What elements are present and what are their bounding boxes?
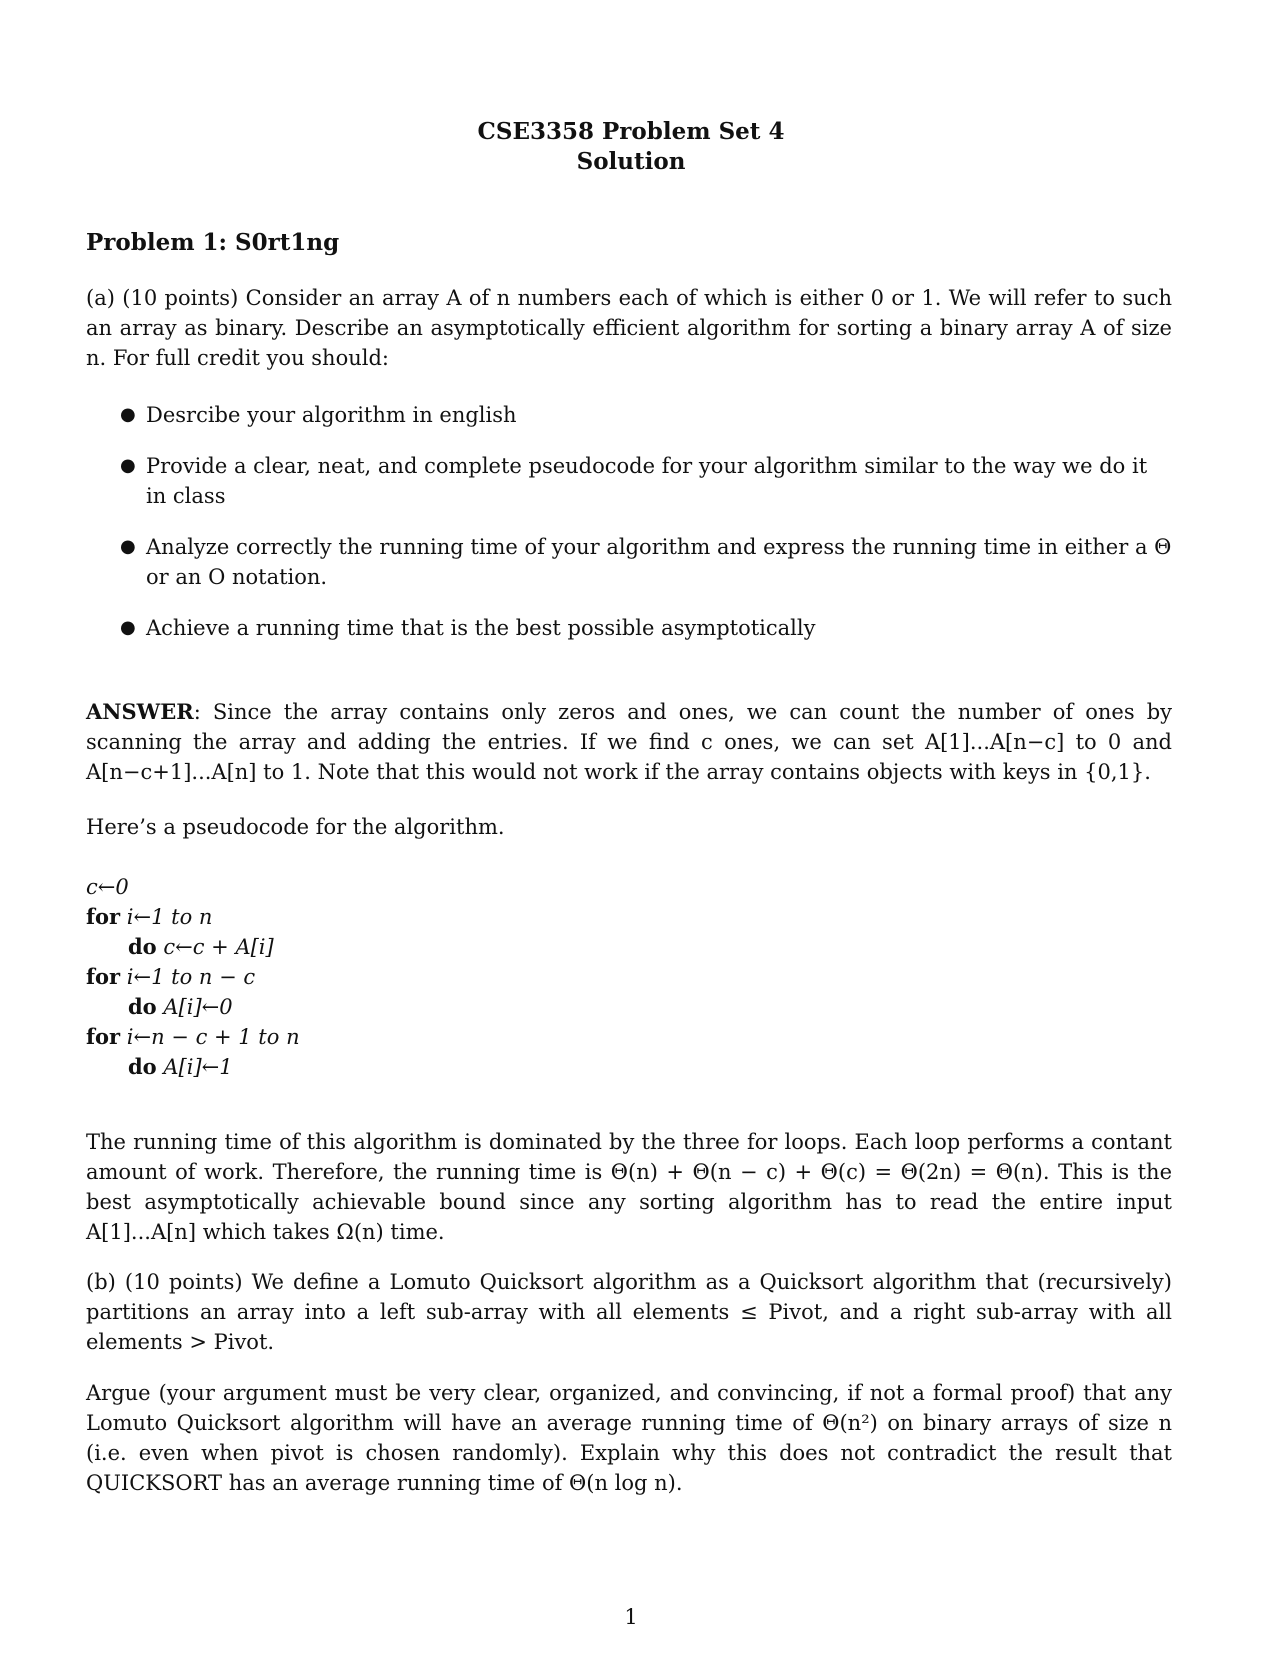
pseudocode-intro: Here’s a pseudocode for the algorithm. xyxy=(86,815,505,839)
part-a-intro: (a) (10 points) Consider an array A of n numbers each of which is either 0 or 1. We will refer to such an array as binary. Describe an asymptotically efficient algorithm for sorting a binary array A of size n. For full credit you should: xyxy=(86,286,1172,370)
list-item: ● Provide a clear, neat, and complete pseudocode for your algorithm similar to the way we do it in class xyxy=(118,451,1174,511)
pseudocode-block xyxy=(86,872,300,1082)
running-time-paragraph: The running time of this algorithm is dominated by the three for loops. Each loop performs a contant amount of work. Therefore, the running time is Θ(n) + Θ(n − c) + Θ(c) = Θ(2n) = Θ(n). This is the best asymptotically achievable bound since any sorting algorithm has to read the entire input A[1]...A[n] which takes Ω(n) time. xyxy=(86,1130,1172,1244)
list-item: ● Achieve a running time that is the best possible asymptotically xyxy=(118,613,1174,643)
bullet-icon: ● xyxy=(120,617,136,638)
bullet-icon: ● xyxy=(120,455,136,476)
list-item: ● Analyze correctly the running time of your algorithm and express the running time in either a Θ or an O notation. xyxy=(118,532,1174,592)
page-number: 1 xyxy=(624,1605,638,1629)
list-item: ● Desrcibe your algorithm in english xyxy=(118,400,1174,430)
code-line: do c←c + A[i] xyxy=(128,934,274,959)
code-line: for i←1 to n xyxy=(86,904,213,929)
code-line: for i←n − c + 1 to n xyxy=(86,1024,300,1049)
part-b-argue: Argue (your argument must be very clear, organized, and convincing, if not a formal proof) that any Lomuto Quicksort algorithm will have an average running time of Θ(n²) on binary arrays of size n (i.e. even when pivot is chosen randomly). Explain why this does not contradict the result that QUICKSORT has an average running time of Θ(n log n). xyxy=(86,1381,1172,1495)
code-line: c←0 xyxy=(86,875,129,899)
title-block xyxy=(0,117,1262,177)
document-title: CSE3358 Problem Set 4 xyxy=(477,118,785,145)
bullet-icon: ● xyxy=(120,536,136,557)
bullet-icon: ● xyxy=(120,404,136,425)
answer-label: ANSWER xyxy=(86,699,194,724)
code-line: do A[i]←1 xyxy=(128,1054,233,1079)
part-b-intro: (b) (10 points) We define a Lomuto Quicksort algorithm as a Quicksort algorithm that (recursively) partitions an array into a left sub-array with all elements ≤ Pivot, and a right sub-array with all elements > Pivot. xyxy=(86,1270,1172,1354)
requirements-list xyxy=(118,400,1174,664)
code-line: for i←1 to n − c xyxy=(86,964,256,989)
code-line: do A[i]←0 xyxy=(128,994,233,1019)
answer-text: : Since the array contains only zeros and ones, we can count the number of ones by scanning the array and adding the entries. If we find c ones, we can set A[1]...A[n−c] to 0 and A[n−c+1]...A[n] to 1. Note that this would not work if the array contains objects with keys in {0,1}. xyxy=(86,700,1172,784)
answer-paragraph xyxy=(86,697,1172,787)
document-subtitle: Solution xyxy=(576,148,686,175)
problem-heading: Problem 1: S0rt1ng xyxy=(86,229,340,256)
